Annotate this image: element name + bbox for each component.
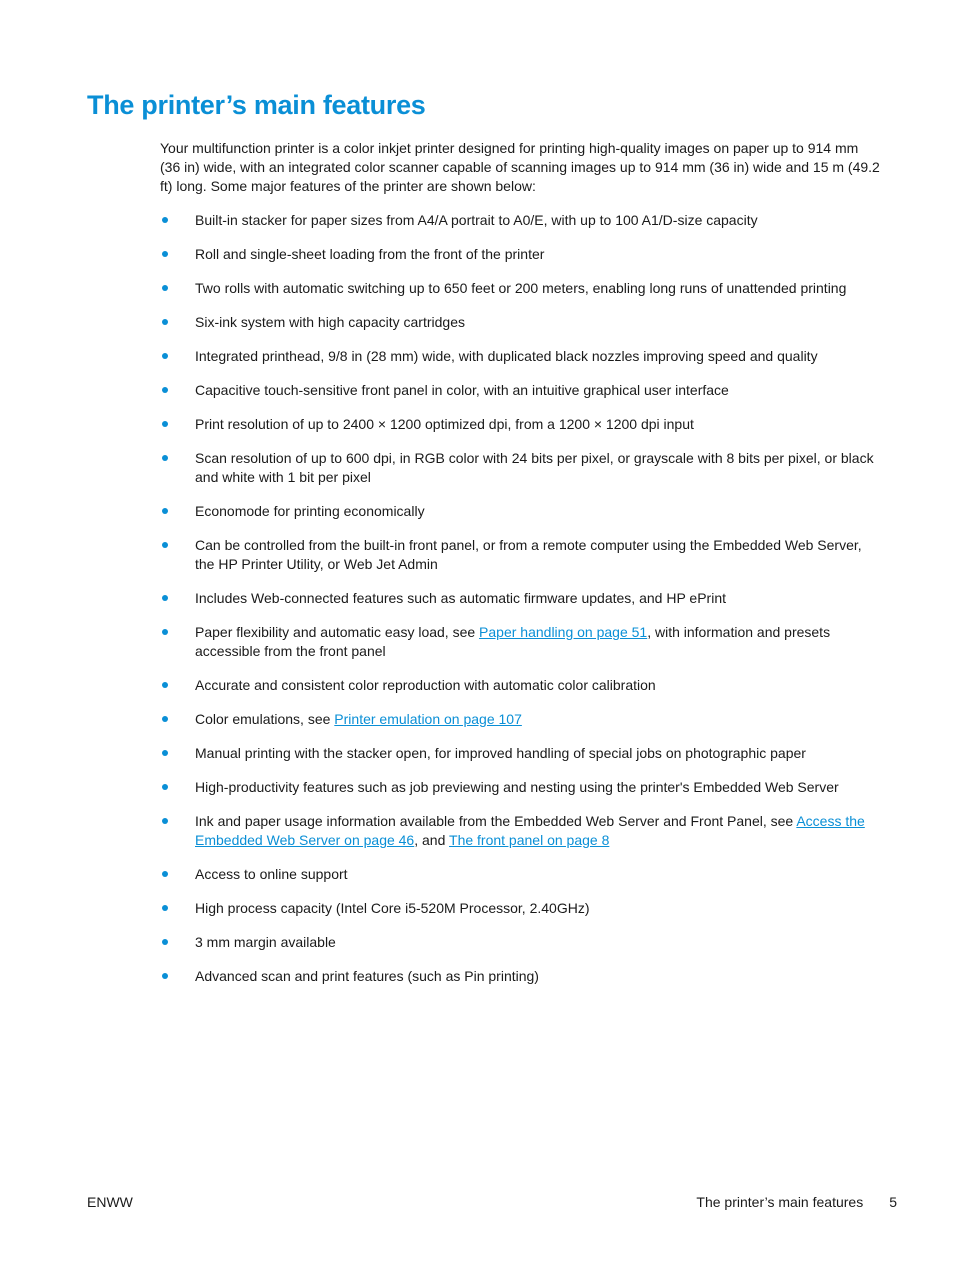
feature-text-before: Ink and paper usage information available from the Embedded Web Server and Front Panel, see (195, 813, 797, 829)
bullet-icon (162, 905, 168, 911)
feature-text: Capacitive touch-sensitive front panel in color, with an intuitive graphical user interface (195, 382, 729, 398)
feature-text-before: Color emulations, see (195, 711, 335, 727)
bullet-icon (162, 750, 168, 756)
feature-text: Advanced scan and print features (such as Pin printing) (195, 968, 539, 984)
feature-text: Integrated printhead, 9/8 in (28 mm) wide, with duplicated black nozzles improving speed and quality (195, 348, 818, 364)
feature-text: Print resolution of up to 2400 × 1200 optimized dpi, from a 1200 × 1200 dpi input (195, 416, 694, 432)
page-title: The printer’s main features (87, 90, 426, 120)
bullet-icon (162, 595, 168, 601)
feature-text: Roll and single-sheet loading from the front of the printer (195, 246, 545, 262)
intro-paragraph: Your multifunction printer is a color inkjet printer designed for printing high-quality images on paper up to 914 mm (36 in) wide, with an integrated color scanner capable of scanning images up to 914 mm (36 in) wide and 15 m (49.2 ft) long. Some major features of the printer are shown below: (160, 140, 880, 194)
list-item (160, 381, 882, 400)
list-item (160, 449, 882, 487)
list-item (160, 245, 882, 264)
feature-text: Built-in stacker for paper sizes from A4/A portrait to A0/E, with up to 100 A1/D-size capacity (195, 212, 758, 228)
list-item (160, 211, 882, 230)
feature-text-before: Paper flexibility and automatic easy load, see (195, 624, 480, 640)
bullet-icon (162, 716, 168, 722)
bullet-icon (162, 818, 168, 824)
feature-text-after: , with information and presets accessible from the front panel (195, 624, 831, 659)
feature-text-middle: , and (414, 832, 450, 848)
bullet-icon (162, 508, 168, 514)
feature-text: Two rolls with automatic switching up to 650 feet or 200 meters, enabling long runs of unattended printing (195, 280, 847, 296)
list-item (160, 415, 882, 434)
bullet-icon (162, 682, 168, 688)
bullet-icon (162, 353, 168, 359)
bullet-icon (162, 939, 168, 945)
list-item (160, 967, 882, 986)
list-item (160, 933, 882, 952)
list-item (160, 347, 882, 366)
list-item (160, 899, 882, 918)
feature-text: Scan resolution of up to 600 dpi, in RGB color with 24 bits per pixel, or grayscale with 8 bits per pixel, or black and white with 1 bit per pixel (195, 450, 874, 485)
page-number: 5 (889, 1194, 897, 1210)
bullet-icon (162, 319, 168, 325)
list-item (160, 744, 882, 763)
bullet-icon (162, 217, 168, 223)
feature-text: High process capacity (Intel Core i5-520M Processor, 2.40GHz) (195, 900, 590, 916)
bullet-icon (162, 285, 168, 291)
bullet-icon (162, 629, 168, 635)
feature-text: Six-ink system with high capacity cartridges (195, 314, 465, 330)
feature-text: Accurate and consistent color reproduction with automatic color calibration (195, 677, 656, 693)
printer-emulation-link[interactable]: Printer emulation on page 107 (334, 711, 522, 727)
bullet-icon (162, 421, 168, 427)
bullet-icon (162, 542, 168, 548)
feature-text: High-productivity features such as job previewing and nesting using the printer's Embedded Web Server (195, 779, 839, 795)
feature-text: Access to online support (195, 866, 348, 882)
bullet-icon (162, 387, 168, 393)
embedded-web-server-link[interactable]: Access the Embedded Web Server on page 46 (195, 813, 865, 848)
bullet-icon (162, 251, 168, 257)
feature-text: Economode for printing economically (195, 503, 425, 519)
front-panel-link[interactable]: The front panel on page 8 (449, 832, 610, 848)
list-item (160, 536, 882, 574)
feature-text: 3 mm margin available (195, 934, 336, 950)
feature-text: Manual printing with the stacker open, for improved handling of special jobs on photographic paper (195, 745, 806, 761)
paper-handling-link[interactable]: Paper handling on page 51 (479, 624, 648, 640)
list-item (160, 710, 882, 729)
list-item (160, 313, 882, 332)
list-item (160, 778, 882, 797)
feature-list (160, 211, 882, 1001)
list-item (160, 279, 882, 298)
footer-right (696, 1193, 897, 1212)
bullet-icon (162, 784, 168, 790)
list-item (160, 502, 882, 521)
bullet-icon (162, 973, 168, 979)
list-item (160, 812, 882, 850)
footer-left-label: ENWW (87, 1194, 133, 1210)
list-item (160, 676, 882, 695)
feature-text: Can be controlled from the built-in front panel, or from a remote computer using the Embedded Web Server, the HP Printer Utility, or Web Jet Admin (195, 537, 862, 572)
bullet-icon (162, 871, 168, 877)
bullet-icon (162, 455, 168, 461)
list-item (160, 623, 882, 661)
list-item (160, 589, 882, 608)
footer-section-title: The printer’s main features (696, 1194, 864, 1210)
feature-text: Includes Web-connected features such as automatic firmware updates, and HP ePrint (195, 590, 726, 606)
list-item (160, 865, 882, 884)
